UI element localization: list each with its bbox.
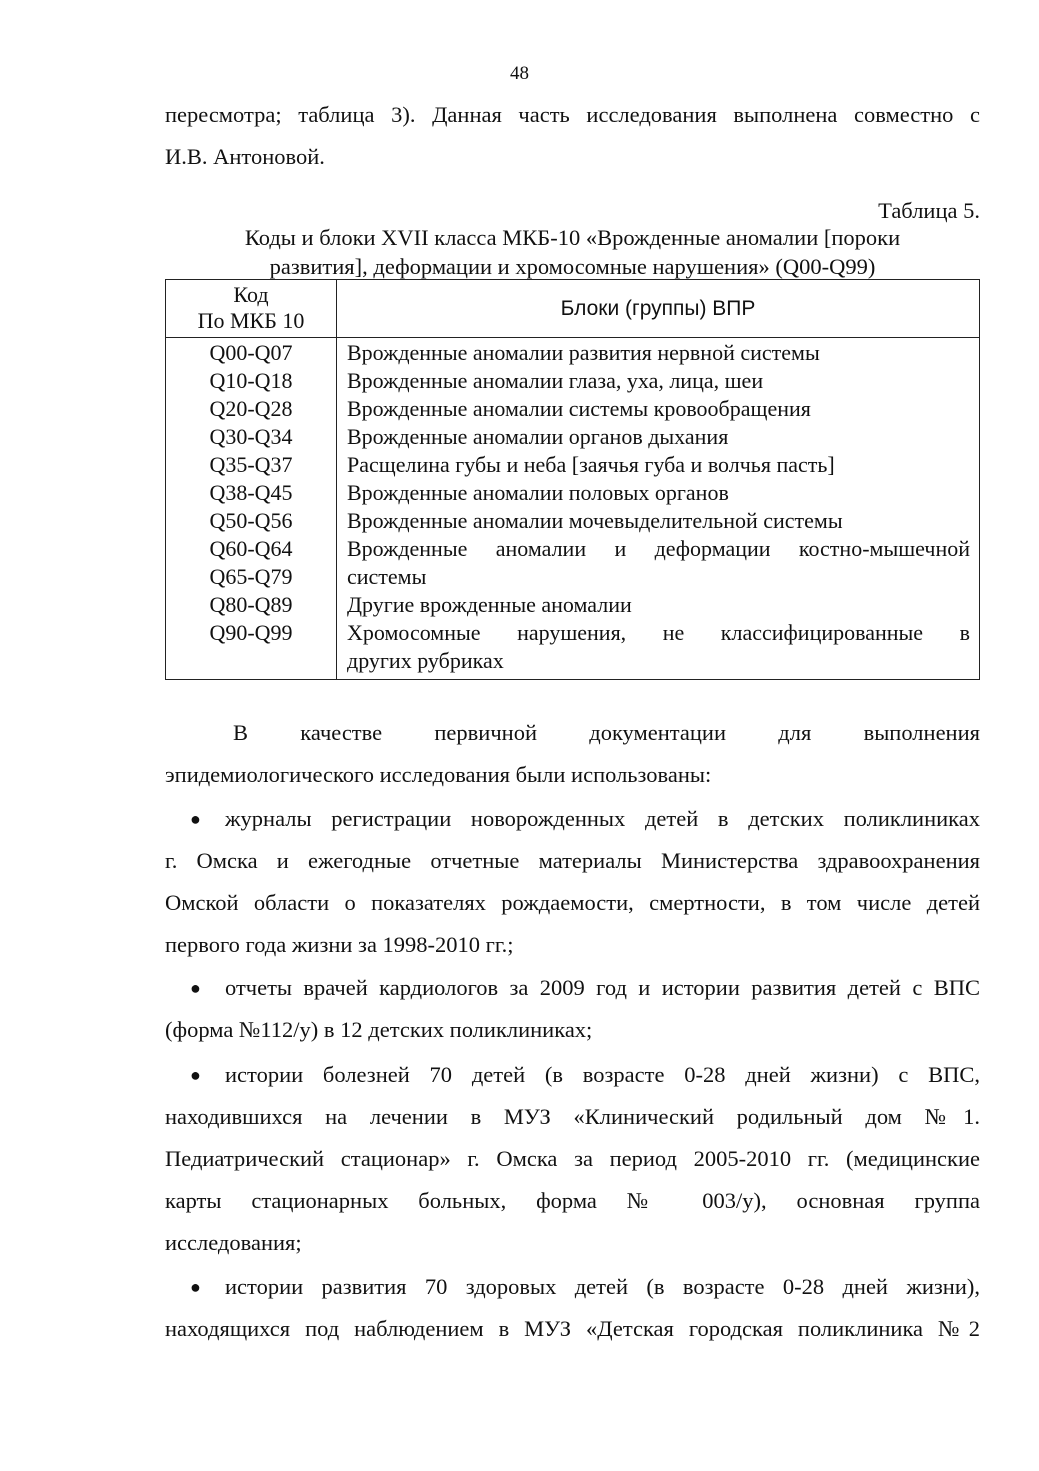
block-cell: Врожденные аномалии половых органов	[347, 480, 729, 505]
block-cell: Другие врожденные аномалии	[347, 592, 632, 617]
block-cell: других рубриках	[347, 648, 504, 673]
text-line	[165, 798, 980, 840]
header-code-line: По МКБ 10	[197, 308, 305, 333]
text-line: карты стационарных больных, форма № 003/у), основная группа	[165, 1188, 980, 1213]
table-header-row	[166, 280, 980, 338]
text-line: г. Омска и ежегодные отчетные материалы Министерства здравоохранения	[165, 848, 980, 873]
bullet-item	[165, 967, 980, 1051]
block-cell: Врожденные аномалии системы кровообращения	[347, 396, 811, 421]
intro-paragraph	[165, 94, 980, 178]
table-title-line: Коды и блоки XVII класса МКБ-10 «Врожденные аномалии [пороки	[244, 225, 901, 250]
table-body-row	[166, 338, 980, 680]
code-cell: Q90-Q99	[209, 620, 293, 645]
bullet-item	[165, 1054, 980, 1264]
table-label: Таблица 5.	[878, 198, 980, 223]
text-line: первого года жизни за 1998-2010 гг.;	[165, 932, 514, 957]
page-number: 48	[510, 63, 529, 84]
block-cell: Врожденные аномалии органов дыхания	[347, 424, 729, 449]
bullet-icon: ●	[190, 978, 201, 998]
text-line: эпидемиологического исследования были использованы:	[165, 762, 712, 787]
bullet-text: истории развития 70 здоровых детей (в возрасте 0-28 дней жизни),	[225, 1274, 980, 1299]
table-title-line: развития], деформации и хромосомные нарушения» (Q00-Q99)	[269, 254, 876, 279]
header-code-line: Код	[233, 282, 269, 307]
text-line	[165, 1054, 980, 1096]
bullet-icon: ●	[190, 1277, 201, 1297]
code-cell: Q50-Q56	[209, 508, 293, 533]
icd-table	[165, 279, 980, 680]
text-line: находившихся на лечении в МУЗ «Клинический родильный дом №1.	[165, 1104, 980, 1129]
text-line: (форма №112/у) в 12 детских поликлиниках;	[165, 1017, 593, 1042]
text-line	[165, 967, 980, 1009]
block-cell: Врожденные аномалии мочевыделительной системы	[347, 508, 843, 533]
code-column	[166, 338, 337, 680]
code-cell: Q38-Q45	[209, 480, 293, 505]
code-cell: Q20-Q28	[209, 396, 293, 421]
text-line: Педиатрический стационар» г. Омска за период 2005-2010 гг. (медицинские	[165, 1146, 980, 1171]
bullet-item	[165, 1266, 980, 1350]
text-line: находящихся под наблюдением в МУЗ «Детская городская поликлиника №2	[165, 1316, 980, 1341]
block-cell: Врожденные аномалии глаза, уха, лица, шеи	[347, 368, 764, 393]
text-line: Омской области о показателях рождаемости, смертности, в том числе детей	[165, 890, 980, 915]
code-cell: Q80-Q89	[209, 592, 293, 617]
text-line	[165, 1266, 980, 1308]
bullet-icon: ●	[190, 809, 201, 829]
code-cell: Q10-Q18	[209, 368, 293, 393]
header-code-cell	[166, 280, 337, 338]
block-cell: Хромосомные нарушения, не классифицированные в	[347, 620, 970, 645]
header-block-cell: Блоки (группы) ВПР	[337, 280, 980, 338]
code-cell: Q60-Q64	[209, 536, 293, 561]
text-line: пересмотра; таблица 3). Данная часть исследования выполнена совместно с	[165, 102, 980, 127]
block-column	[337, 338, 980, 680]
code-cell: Q65-Q79	[209, 564, 293, 589]
bullet-text: журналы регистрации новорожденных детей в детских поликлиниках	[225, 806, 980, 831]
code-cell: Q35-Q37	[209, 452, 293, 477]
block-cell: системы	[347, 564, 427, 589]
block-cell: Врожденные аномалии развития нервной системы	[347, 340, 820, 365]
bullet-text: истории болезней 70 детей (в возрасте 0-28 дней жизни) с ВПС,	[225, 1062, 980, 1087]
block-cell: Расщелина губы и неба [заячья губа и волчья пасть]	[347, 452, 835, 477]
text-line: И.В. Антоновой.	[165, 144, 325, 169]
main-paragraph	[165, 712, 980, 796]
text-line: В качестве первичной документации для выполнения	[233, 720, 980, 745]
bullet-icon: ●	[190, 1065, 201, 1085]
bullet-item	[165, 798, 980, 966]
block-cell: Врожденные аномалии и деформации костно-мышечной	[347, 536, 970, 561]
table-title	[165, 223, 980, 281]
code-cell: Q30-Q34	[209, 424, 293, 449]
code-cell: Q00-Q07	[209, 340, 293, 365]
text-line: исследования;	[165, 1230, 302, 1255]
bullet-text: отчеты врачей кардиологов за 2009 год и истории развития детей с ВПС	[225, 975, 980, 1000]
